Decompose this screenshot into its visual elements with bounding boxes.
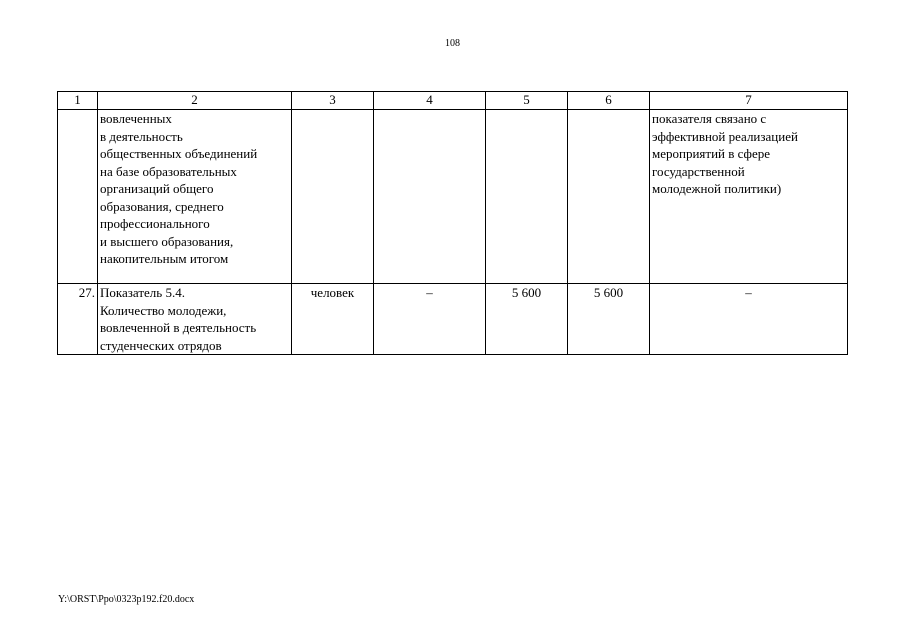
- indicator-name-line: организаций общего: [100, 181, 214, 196]
- comment-line: молодежной политики): [652, 181, 782, 196]
- indicator-name-line: Количество молодежи,: [100, 302, 227, 318]
- indicator-name-line: образования, среднего: [100, 198, 224, 214]
- indicator-name-line: в деятельность: [100, 128, 183, 144]
- table-row: [58, 284, 848, 355]
- table-header-row: [58, 92, 848, 110]
- row-number-cell: [58, 110, 98, 284]
- value-cell-col4: [374, 110, 486, 284]
- page-number: 108: [445, 38, 460, 49]
- value-cell-col5: 5 600: [486, 284, 568, 355]
- column-header-7: 7: [650, 92, 848, 110]
- indicator-name-line: Показатель 5.4.: [100, 285, 185, 300]
- value-cell-col4: –: [374, 284, 486, 355]
- indicator-name-line: общественных объединений: [100, 146, 258, 161]
- indicator-name-line: накопительным итогом: [100, 251, 229, 266]
- comment-cell: [650, 284, 848, 355]
- comment-line: показателя связано с: [652, 111, 767, 126]
- value-cell-col6: 5 600: [568, 284, 650, 355]
- indicator-name-cell: [98, 110, 292, 284]
- unit-cell: человек: [292, 284, 374, 355]
- comment-line: эффективной реализацией: [652, 128, 798, 144]
- comment-cell: [650, 110, 848, 284]
- column-header-1: 1: [58, 92, 98, 110]
- indicator-name-line: и высшего образования,: [100, 233, 234, 249]
- column-header-5: 5: [486, 92, 568, 110]
- indicator-name-line: студенческих отрядов: [100, 337, 222, 353]
- column-header-6: 6: [568, 92, 650, 110]
- indicator-name-line: на базе образовательных: [100, 163, 237, 179]
- indicator-table: [57, 91, 848, 355]
- indicator-name-line: вовлеченных: [100, 111, 172, 126]
- comment-line: мероприятий в сфере: [652, 146, 771, 161]
- comment-line: государственной: [652, 163, 745, 179]
- indicator-name-line: вовлеченной в деятельность: [100, 320, 257, 335]
- value-cell-col6: [568, 110, 650, 284]
- row-number-cell: 27.: [58, 284, 98, 355]
- comment-line: –: [745, 285, 752, 300]
- value-cell-col5: [486, 110, 568, 284]
- column-header-4: 4: [374, 92, 486, 110]
- table-row: [58, 110, 848, 284]
- column-header-3: 3: [292, 92, 374, 110]
- column-header-2: 2: [98, 92, 292, 110]
- unit-cell: [292, 110, 374, 284]
- indicator-name-line: профессионального: [100, 216, 210, 231]
- indicator-name-cell: [98, 284, 292, 355]
- footer-file-path: Y:\ORST\Ppo\0323p192.f20.docx: [58, 594, 195, 605]
